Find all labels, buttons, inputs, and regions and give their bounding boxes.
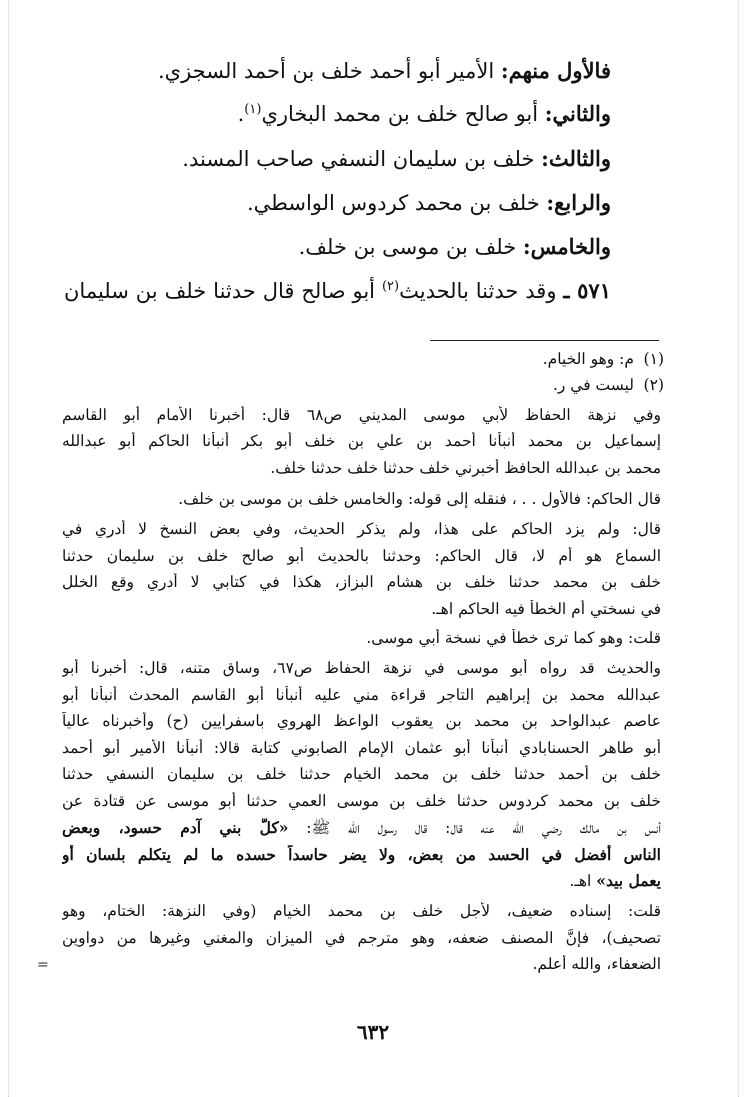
body-line: قلت: وهو كما ترى خطأ في نسخة أبي موسى. — [366, 629, 661, 647]
body-line: قال الحاكم: فالأول . . ، فنقله إلى قوله: والخامس خلف بن موسى بن خلف. — [178, 490, 661, 508]
footnote-separator — [430, 340, 659, 341]
footnote-ref: (٢) — [381, 279, 400, 294]
line-lead: فالأول منهم: — [500, 58, 611, 83]
margin-mark: = — [37, 957, 49, 973]
body-line: والحديث قد رواه أبو موسى في نزهة الحفاظ ص٦٧، وساق متنه، قال: أخبرنا أبو — [62, 659, 661, 677]
body-line: عاصم عبدالواحد بن محمد بن يعقوب الواعظ الهروي باسفرايين (ح) وأخبرناه عالياً — [62, 712, 661, 730]
body-line: وفي نزهة الحفاظ لأبي موسى المديني ص٦٨ قال: أخبرنا الأمام أبو القاسم — [62, 406, 661, 424]
line-lead: والثاني: — [544, 101, 611, 126]
line-lead: والثالث: — [541, 146, 611, 171]
body-line: الضعفاء، والله أعلم. — [532, 955, 661, 973]
body-line: قال: ولم يزد الحاكم على هذا، ولم يذكر الحديث، وفي بعض النسخ لا أدري في — [62, 520, 661, 538]
main-line-1 — [158, 58, 611, 83]
body-line — [62, 871, 661, 890]
page-number: ٦٣٢ — [356, 1020, 390, 1044]
footnote-2 — [64, 376, 664, 394]
line-lead: ٥٧١ ـ — [563, 278, 611, 303]
footnote-text: م: وهو الخيام. — [542, 350, 634, 368]
line-lead: والرابع: — [546, 190, 611, 215]
body-line: السماع هو أم لا، قال الحاكم: وحدثنا بالحديث أبو صالح خلف بن سليمان حدثنا — [62, 547, 661, 565]
body-line: إسماعيل بن محمد أنبأنا أحمد بن علي بن خلف أبو بكر أنبأنا الحاكم أبو عبدالله — [62, 432, 661, 450]
body-line: تصحيف)، فإنَّ المصنف ضعفه، وهو مترجم في الميزان والمغني وغيرها من دواوين — [62, 929, 661, 947]
hadith-text: يعمل بيد» — [596, 871, 661, 890]
line-text: خلف بن سليمان النسفي صاحب المسند. — [182, 147, 542, 171]
body-text: أنس بن مالك رضي الله عنه قال: قال رسول الله ﷺ: — [288, 819, 661, 837]
body-line: عبدالله محمد بن إبراهيم التاجر قراءة مني عليه أنبأنا أبو القاسم المحدث أنبأنا أبو — [62, 686, 661, 704]
footnote-1 — [64, 350, 664, 368]
body-line: أبو طاهر الحسنابادي أنبأنا أبو عثمان الإمام الصابوني كتابة قالا: أنبأنا الأمير أبو أحمد — [62, 739, 661, 757]
line-text: أبو صالح قال حدثنا خلف بن سليمان — [64, 279, 382, 303]
body-line: قلت: إسناده ضعيف، لأجل خلف بن محمد الخيام (وفي النزهة: الختام، وهو — [62, 902, 661, 920]
line-text: خلف بن محمد كردوس الواسطي. — [246, 191, 547, 215]
line-text: وقد حدثنا بالحديث — [399, 279, 564, 303]
body-line: محمد بن عبدالله الحافظ أخبرني خلف حدثنا خلف حدثنا خلف. — [270, 459, 661, 477]
main-line-6 — [64, 278, 611, 303]
main-line-3 — [182, 146, 611, 171]
hadith-text: الناس أفضل في الحسد من بعض، ولا يضر حاسداً حسده ما لم يتكلم بلسان أو — [62, 845, 661, 864]
footnote-text: ليست في ر. — [552, 376, 634, 394]
main-line-4 — [247, 190, 611, 215]
body-line: في نسختي أم الخطأ فيه الحاكم اهـ. — [431, 600, 661, 618]
body-line — [62, 818, 661, 841]
line-text: خلف بن موسى بن خلف. — [298, 235, 523, 259]
footnote-number: (١) — [643, 350, 664, 368]
line-lead: والخامس: — [522, 234, 611, 259]
scan-edge-line — [738, 0, 739, 1097]
main-line-5 — [299, 234, 611, 259]
body-line: خلف بن محمد كردوس حدثنا خلف بن موسى العمي حدثنا أبو موسى عن قتادة عن — [62, 792, 661, 810]
main-line-2: والثاني: أبو صالح خلف بن محمد البخاري$^{(١)}$. — [237, 101, 611, 126]
line-text: الأمير أبو أحمد خلف بن أحمد السجزي. — [157, 59, 501, 83]
scan-edge-line — [8, 0, 9, 1097]
footnote-number: (٢) — [643, 376, 664, 394]
line-text: أبو صالح خلف بن محمد البخاري — [261, 102, 545, 126]
body-line: خلف بن أحمد حدثنا خلف بن محمد الخيام حدثنا خلف بن سليمان النسفي حدثنا — [62, 765, 661, 783]
body-line: خلف بن محمد حدثنا خلف بن هشام البزاز، هكذا في كتابي لا أدري وقع الخلل — [62, 573, 661, 591]
hadith-text: «كلُّ بني آدم حسود، وبعض — [62, 818, 289, 837]
body-text: اهـ. — [569, 872, 597, 890]
footnote-ref: (١) — [244, 102, 262, 117]
